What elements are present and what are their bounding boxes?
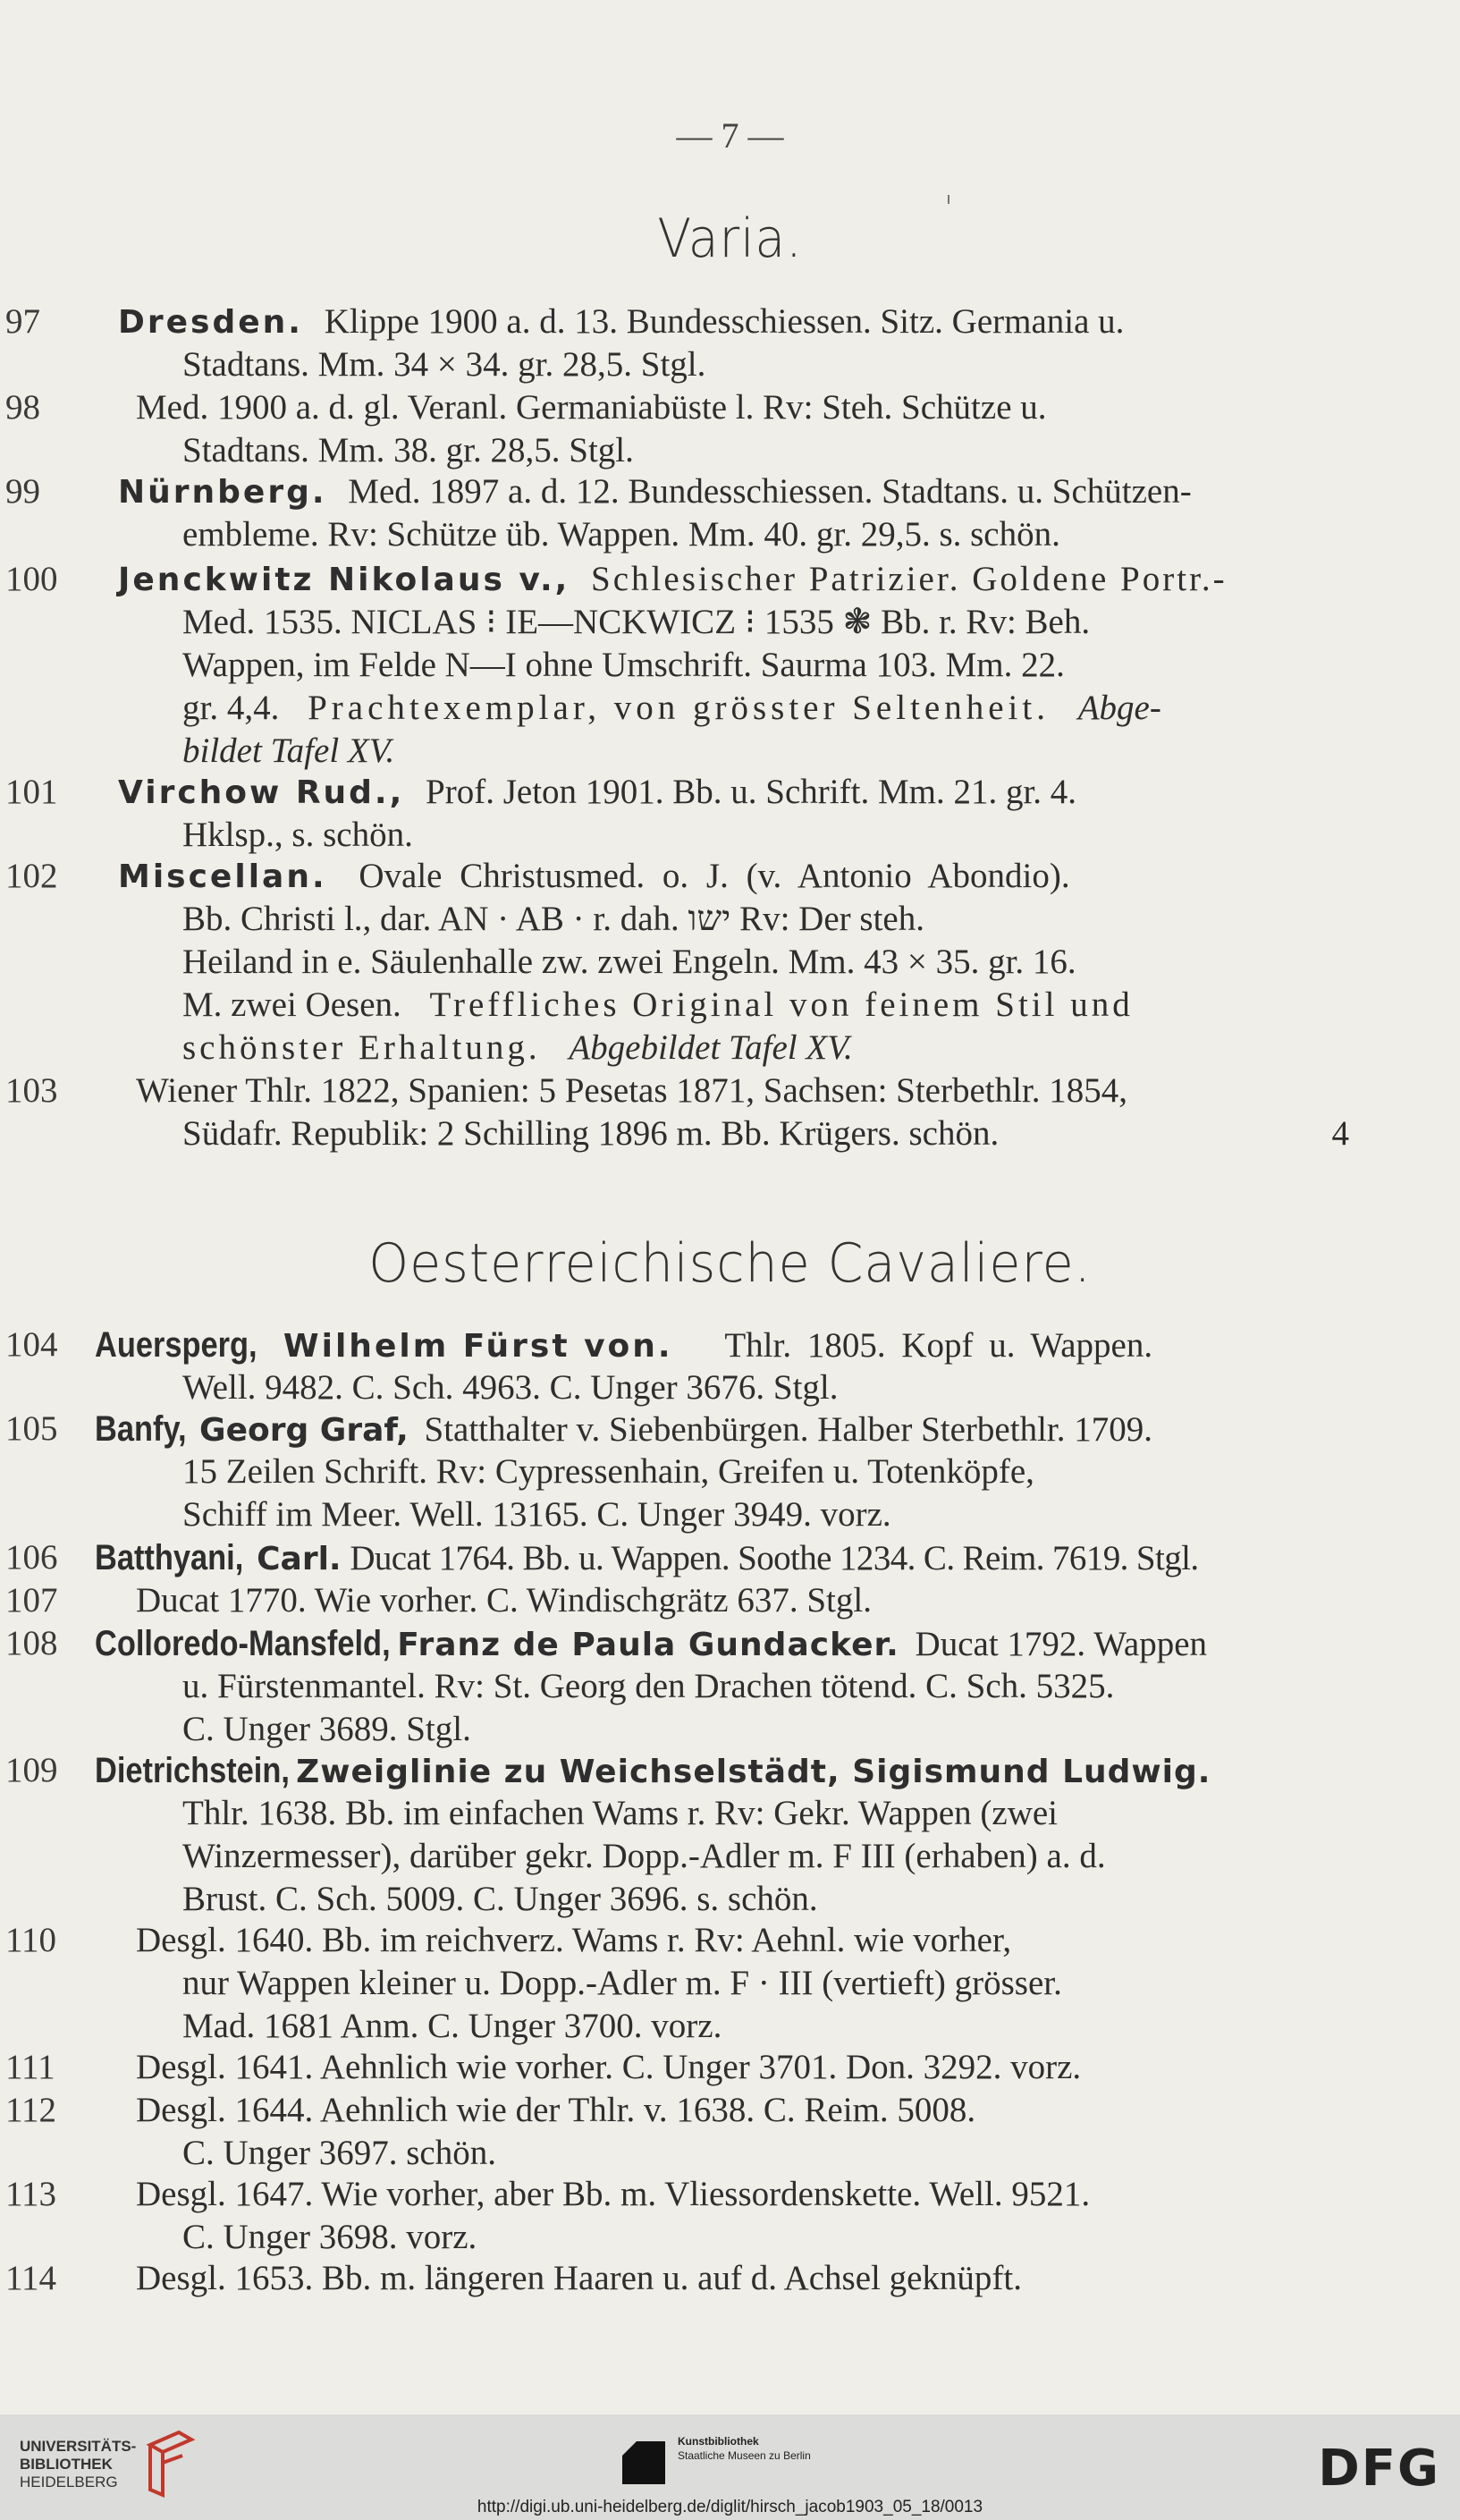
entry-number: 107 (5, 1581, 58, 1619)
entry-number: 108 (5, 1624, 58, 1662)
entry-line: Med. 1900 a. d. gl. Veranl. Germaniabüste l. Rv: Steh. Schütze u. (136, 388, 1047, 427)
entry-text: Prof. Jeton 1901. Bb. u. Schrift. Mm. 21. gr. 4. (426, 773, 1077, 811)
entry-text: gr. 4,4. (182, 689, 280, 727)
entry-plate-ref: Abge- (1077, 689, 1161, 727)
entry-line: Mad. 1681 Anm. C. Unger 3700. vorz. (182, 2007, 722, 2045)
entry-line: u. Fürstenmantel. Rv: St. Georg den Drachen tötend. C. Sch. 5325. (182, 1667, 1115, 1705)
entry-line: 15 Zeilen Schrift. Rv: Cypressenhain, Greifen u. Totenköpfe, (182, 1452, 1034, 1491)
entry-text: M. zwei Oesen. (182, 985, 401, 1024)
kunstbibliothek-logo[interactable] (678, 2434, 811, 2463)
entry-text: Schlesischer Patrizier. Goldene Portr.- (591, 560, 1228, 598)
entry-name: Virchow Rud., (118, 774, 405, 811)
entry-name-continued: Franz de Paula Gundacker. (397, 1627, 899, 1663)
entry-line: Wappen, im Felde N—I ohne Umschrift. Saurma 103. Mm. 22. (182, 646, 1065, 684)
entry-line: C. Unger 3698. vorz. (182, 2218, 477, 2256)
ub-logo-line: BIBLIOTHEK (20, 2456, 113, 2473)
entry-name-continued: Wilhelm Fürst von. (283, 1328, 673, 1365)
entry-line: Winzermesser), darüber gekr. Dopp.-Adler m. F III (erhaben) a. d. (182, 1837, 1106, 1875)
entry-line: Desgl. 1641. Aehnlich wie vorher. C. Unger 3701. Don. 3292. vorz. (136, 2048, 1082, 2086)
entry-line: Heiland in e. Säulenhalle zw. zwei Engeln. Mm. 43 × 35. gr. 16. (182, 943, 1076, 981)
university-library-logo[interactable] (20, 2438, 136, 2491)
entry-number: 114 (5, 2259, 57, 2297)
entry-text: Klippe 1900 a. d. 13. Bundesschiessen. Sitz. Germania u. (324, 302, 1125, 341)
entry-line: Desgl. 1640. Bb. im reichverz. Wams r. Rv: Aehnl. wie vorher, (136, 1921, 1012, 1959)
entry-line: Brust. C. Sch. 5009. C. Unger 3696. s. schön. (182, 1880, 818, 1918)
section-title-varia: Varia. (657, 207, 803, 270)
entry-text: Statthalter v. Siebenbürgen. Halber Sterbethlr. 1709. (424, 1410, 1152, 1449)
entry-line (118, 470, 1192, 514)
entry-line (95, 1323, 1152, 1368)
entry-number: 103 (5, 1071, 58, 1110)
entry-number: 101 (5, 773, 58, 811)
entry-number: 105 (5, 1409, 58, 1448)
entry-line (182, 984, 1134, 1027)
entry-line: Desgl. 1644. Aehnlich wie der Thlr. v. 1638. C. Reim. 5008. (136, 2091, 976, 2129)
lot-count: 4 (1331, 1114, 1349, 1153)
entry-name: Miscellan. (118, 858, 327, 895)
entry-line: C. Unger 3689. Stgl. (182, 1710, 471, 1748)
entry-line: Desgl. 1653. Bb. m. längeren Haaren u. auf d. Achsel geknüpft. (136, 2259, 1022, 2297)
section-title-oesterreichische-cavaliere: Oesterreichische Cavaliere. (368, 1232, 1092, 1295)
entry-line: Ducat 1770. Wie vorher. C. Windischgrätz 637. Stgl. (136, 1581, 872, 1619)
entry-name: Auersperg, (95, 1325, 257, 1365)
entry-plate-ref: bildet Tafel XV. (182, 731, 395, 770)
ub-logo-line: HEIDELBERG (20, 2473, 118, 2490)
entry-number: 112 (5, 2091, 57, 2129)
kunstbibliothek-logo-icon (622, 2441, 665, 2484)
entry-line (118, 558, 1228, 602)
entry-number: 102 (5, 857, 58, 895)
entry-line: Wiener Thlr. 1822, Spanien: 5 Pesetas 1871, Sachsen: Sterbethlr. 1854, (136, 1071, 1128, 1110)
source-url-link[interactable]: http://digi.ub.uni-heidelberg.de/diglit/hirsch_jacob1903_05_18/0013 (477, 2498, 983, 2516)
entry-name: Jenckwitz Nikolaus v., (118, 562, 570, 598)
dfg-logo[interactable]: DFG (1318, 2440, 1440, 2498)
entry-line: Bb. Christi l., dar. AN · AB · r. dah. ישו Rv: Der steh. (182, 900, 924, 938)
entry-line: Med. 1535. NICLAS ⁝ IE—NCKWICZ ⁝ 1535 ❃ Bb. r. Rv: Beh. (182, 603, 1091, 641)
entry-number: 113 (5, 2175, 57, 2213)
entry-line (182, 687, 1161, 730)
entry-line (182, 1027, 853, 1070)
entry-name-continued: Georg Graf, (199, 1412, 409, 1449)
entry-remark: schönster Erhaltung. (182, 1028, 541, 1067)
entry-number: 106 (5, 1538, 58, 1577)
ub-logo-line: UNIVERSITÄTS- (20, 2438, 137, 2455)
entry-text: Med. 1897 a. d. 12. Bundesschiessen. Stadtans. u. Schützen- (348, 472, 1192, 511)
entry-line (95, 1749, 1211, 1794)
entry-name: Dietrichstein, (95, 1751, 290, 1790)
entry-line: Stadtans. Mm. 38. gr. 28,5. Stgl. (182, 431, 634, 469)
entry-line (118, 771, 1076, 815)
entry-line: Desgl. 1647. Wie vorher, aber Bb. m. Vliessordenskette. Well. 9521. (136, 2175, 1091, 2213)
entry-name: Batthyani, (95, 1538, 244, 1577)
entry-number: 100 (5, 560, 58, 598)
kb-logo-line: Staatliche Museen zu Berlin (678, 2449, 811, 2462)
entry-number: 111 (5, 2048, 55, 2086)
entry-remark: Treffliches Original von feinem Stil und (429, 985, 1134, 1024)
page-number: — 7 — (676, 115, 784, 156)
entry-name: Nürnberg. (118, 474, 327, 511)
entry-line (95, 1408, 1152, 1452)
entry-text: Ovale Christusmed. o. J. (v. Antonio Abondio). (359, 857, 1070, 895)
entry-text: Thlr. 1805. Kopf u. Wappen. (724, 1326, 1153, 1365)
entry-name-continued: Zweiglinie zu Weichselstädt, Sigismund Ludwig. (296, 1754, 1211, 1790)
entry-number: 110 (5, 1921, 57, 1959)
entry-name-continued: Carl. (257, 1541, 342, 1577)
entry-plate-ref: Abgebildet Tafel XV. (569, 1028, 853, 1067)
entry-line: Well. 9482. C. Sch. 4963. C. Unger 3676. Stgl. (182, 1368, 839, 1407)
entry-line (118, 855, 1070, 899)
entry-line (95, 1536, 1199, 1581)
entry-number: 98 (5, 388, 40, 427)
entry-line: Südafr. Republik: 2 Schilling 1896 m. Bb. Krügers. schön. (182, 1114, 1000, 1153)
ink-speck (948, 195, 949, 204)
entry-number: 97 (5, 302, 40, 341)
entry-line: Hklsp., s. schön. (182, 816, 413, 854)
entry-name: Dresden. (118, 304, 303, 341)
entry-line: Thlr. 1638. Bb. im einfachen Wams r. Rv: Gekr. Wappen (zwei (182, 1794, 1058, 1832)
entry-remark: Prachtexemplar, von grösster Seltenheit. (308, 689, 1050, 727)
entry-number: 99 (5, 472, 40, 511)
entry-line: C. Unger 3697. schön. (182, 2134, 496, 2172)
entry-line: Schiff im Meer. Well. 13165. C. Unger 3949. vorz. (182, 1495, 891, 1534)
kb-logo-line: Kunstbibliothek (678, 2435, 759, 2448)
entry-name: Colloredo-Mansfeld, (95, 1624, 391, 1663)
entry-line: Stadtans. Mm. 34 × 34. gr. 28,5. Stgl. (182, 345, 706, 384)
entry-line (95, 1622, 1207, 1667)
entry-name: Banfy, (95, 1409, 187, 1449)
ub-emblem-icon (143, 2427, 197, 2499)
entry-number: 104 (5, 1325, 58, 1364)
entry-line: embleme. Rv: Schütze üb. Wappen. Mm. 40. gr. 29,5. s. schön. (182, 515, 1060, 554)
entry-number: 109 (5, 1751, 58, 1789)
entry-line: nur Wappen kleiner u. Dopp.-Adler m. F · III (vertieft) grösser. (182, 1964, 1062, 2002)
entry-text: Ducat 1764. Bb. u. Wappen. Soothe 1234. C. Reim. 7619. Stgl. (350, 1539, 1199, 1577)
entry-text: Ducat 1792. Wappen (915, 1625, 1208, 1663)
entry-line (118, 300, 1124, 344)
